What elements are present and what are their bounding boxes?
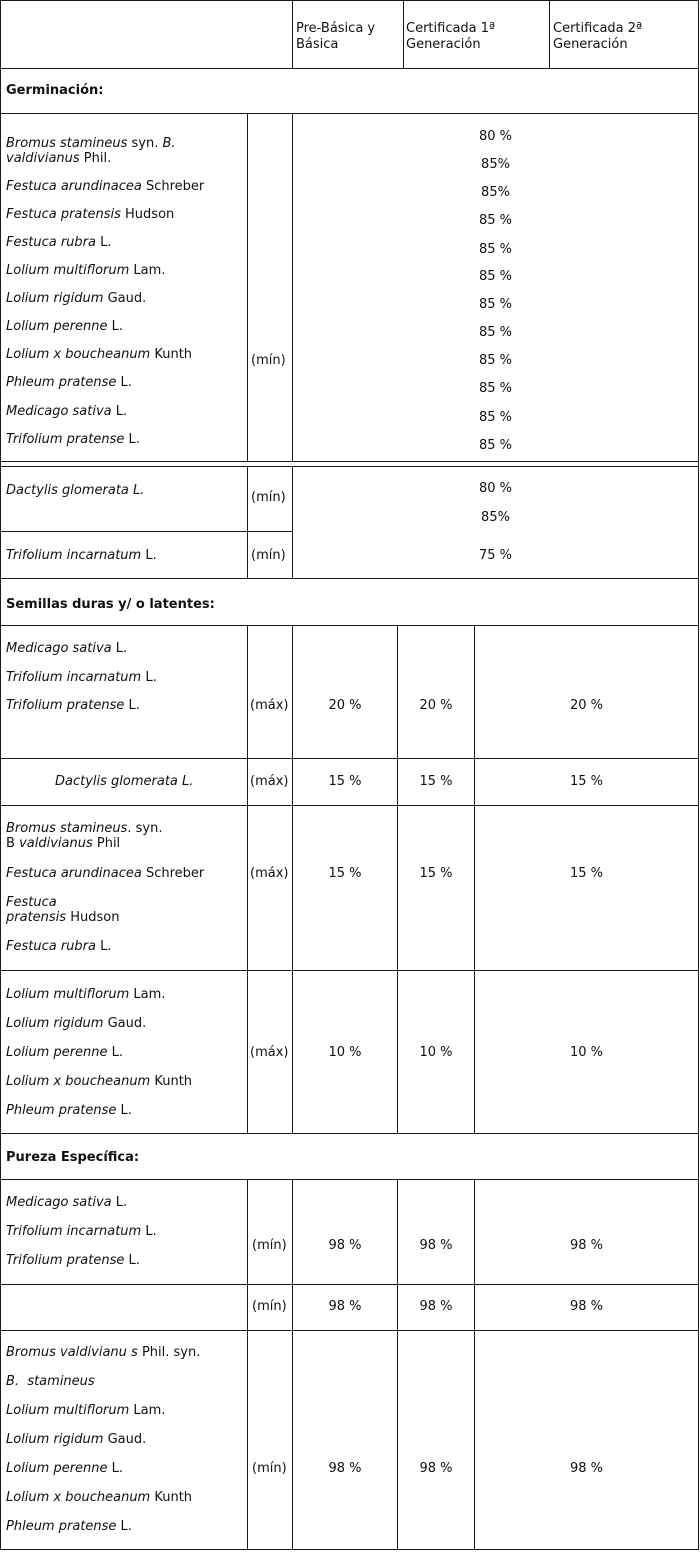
qualifier-min: (mín) xyxy=(252,1299,287,1314)
rule xyxy=(0,625,699,626)
species-lolium-rigidum xyxy=(6,1016,146,1032)
species-name: Lolium multiflorum xyxy=(6,1403,130,1418)
rule xyxy=(0,1133,699,1134)
species-detail: L. xyxy=(116,375,132,390)
qualifier-min: (mín) xyxy=(251,353,286,368)
species-name: Lolium multiflorum xyxy=(6,987,130,1002)
value-certificada-1: 98 % xyxy=(419,1461,453,1476)
species-detail: Gaud. xyxy=(103,1016,147,1031)
qualifier-min: (mín) xyxy=(252,1461,287,1476)
species-detail: Kunth xyxy=(150,1490,193,1505)
rule xyxy=(0,68,699,69)
rule xyxy=(0,1179,699,1180)
species-name: Phleum pratense xyxy=(6,375,117,390)
rule xyxy=(247,466,248,579)
species-name: Dactylis glomerata L. xyxy=(6,483,145,498)
section-semillas-duras: Semillas duras y/ o latentes: xyxy=(6,597,215,612)
species-detail: Lam. xyxy=(129,987,166,1002)
rule xyxy=(0,113,699,114)
species-name: Festuca xyxy=(6,895,57,910)
value-certificada-2: 10 % xyxy=(569,1045,604,1060)
header-certificada-1: Certificada 1ª Generación xyxy=(406,21,496,52)
qualifier-min: (mín) xyxy=(251,490,286,505)
species-detail: L. xyxy=(107,1461,124,1476)
value-pre-basica: 20 % xyxy=(328,698,362,713)
rule xyxy=(0,578,699,579)
species-detail: Hudson xyxy=(66,910,120,925)
qualifier-min: (mín) xyxy=(252,1238,287,1253)
rule xyxy=(0,466,699,467)
rule xyxy=(0,1330,699,1331)
rule xyxy=(0,0,1,1550)
species-name: Trifolium incarnatum xyxy=(6,670,142,685)
species-detail: Lam. xyxy=(129,1403,166,1418)
species-name: Trifolium incarnatum xyxy=(6,548,142,563)
species-detail: Kunth xyxy=(150,1074,193,1089)
species-bromus-stamineus xyxy=(6,1374,95,1390)
species-name: Medicago sativa xyxy=(6,1195,112,1210)
rule xyxy=(397,1179,398,1550)
germination-value: 85% xyxy=(481,185,510,200)
species-name: Lolium rigidum xyxy=(6,1432,104,1447)
species-name: Lolium multiflorum xyxy=(6,263,130,278)
species-name: Phleum pratense xyxy=(6,1519,117,1534)
value-certificada-2: 98 % xyxy=(569,1461,604,1476)
species-name: B. stamineus xyxy=(6,1374,95,1389)
species-name: Lolium perenne xyxy=(6,319,108,334)
species-trifolium-pratense xyxy=(6,432,140,448)
value-pre-basica: 98 % xyxy=(328,1461,362,1476)
species-detail: L. xyxy=(111,641,128,656)
rule xyxy=(403,0,404,69)
species-detail: L. xyxy=(116,1103,132,1118)
species-name: valdivianus xyxy=(6,151,80,166)
species-detail: Phil. syn. xyxy=(137,1345,201,1360)
species-detail: L. xyxy=(107,319,124,334)
rule xyxy=(0,758,699,759)
value-certificada-2: 98 % xyxy=(569,1299,604,1314)
rule xyxy=(0,970,699,971)
species-lolium-perenne xyxy=(6,1045,123,1061)
species-trifolium-incarnatum xyxy=(6,548,157,564)
species-festuca-pratensis xyxy=(6,207,174,223)
value-pre-basica: 15 % xyxy=(328,774,362,789)
germination-value: 85 % xyxy=(478,353,513,368)
value-certificada-2: 15 % xyxy=(569,774,604,789)
species-name: Festuca rubra xyxy=(6,235,96,250)
species-bromus-stamineus-line2 xyxy=(6,151,111,167)
species-detail: L. xyxy=(141,670,157,685)
germination-value: 85 % xyxy=(478,381,513,396)
species-detail: B xyxy=(6,836,20,851)
species-trifolium-incarnatum xyxy=(6,1224,157,1240)
value-certificada-1: 20 % xyxy=(419,698,453,713)
species-detail: Phil xyxy=(92,836,121,851)
species-lolium-rigidum xyxy=(6,291,146,307)
species-name: pratensis xyxy=(6,910,67,925)
rule xyxy=(292,0,293,69)
germination-value: 85% xyxy=(481,510,510,525)
species-detail: L. xyxy=(141,548,157,563)
value-certificada-2: 98 % xyxy=(569,1238,604,1253)
species-dactylis-glomerata xyxy=(55,774,193,790)
species-detail: L. xyxy=(95,235,112,250)
species-trifolium-pratense xyxy=(6,698,140,714)
species-festuca-rubra xyxy=(6,235,112,251)
species-trifolium-pratense xyxy=(6,1253,140,1269)
species-detail: L. xyxy=(107,1045,124,1060)
germination-value: 85 % xyxy=(478,297,513,312)
value-pre-basica: 98 % xyxy=(328,1299,362,1314)
species-detail: . syn. xyxy=(127,821,163,836)
species-festuca-arundinacea xyxy=(6,866,204,882)
species-detail: L. xyxy=(124,432,140,447)
species-detail: L. xyxy=(111,1195,128,1210)
rule xyxy=(549,0,550,69)
species-bromus-valdivianus xyxy=(6,1345,200,1361)
germination-value: 85 % xyxy=(478,325,513,340)
species-name: Lolium perenne xyxy=(6,1045,108,1060)
species-lolium-rigidum xyxy=(6,1432,146,1448)
value-pre-basica: 98 % xyxy=(328,1238,362,1253)
species-trifolium-incarnatum xyxy=(6,670,157,686)
value-certificada-2: 20 % xyxy=(569,698,604,713)
species-name: Phleum pratense xyxy=(6,1103,117,1118)
species-detail: Schreber xyxy=(141,866,205,881)
header-pre-basica: Pre-Básica y Básica xyxy=(296,21,376,52)
qualifier-max: (máx) xyxy=(250,1045,289,1060)
value-pre-basica: 15 % xyxy=(328,866,362,881)
species-medicago-sativa xyxy=(6,404,127,420)
species-detail: Kunth xyxy=(150,347,193,362)
species-name: Festuca rubra xyxy=(6,939,96,954)
species-lolium-boucheanum xyxy=(6,1490,192,1506)
species-name: Lolium x boucheanum xyxy=(6,347,151,362)
rule xyxy=(0,805,699,806)
species-detail: L. xyxy=(124,698,140,713)
species-name: Lolium perenne xyxy=(6,1461,108,1476)
species-name: Bromus stamineus xyxy=(6,821,128,836)
species-name: Lolium rigidum xyxy=(6,291,104,306)
germination-value: 85 % xyxy=(478,213,513,228)
rule xyxy=(247,1179,248,1550)
species-name: Medicago sativa xyxy=(6,404,112,419)
species-detail: L. xyxy=(124,1253,140,1268)
species-name: Trifolium pratense xyxy=(6,432,125,447)
species-name: Trifolium pratense xyxy=(6,698,125,713)
species-phleum-pratense xyxy=(6,375,132,391)
species-name: Festuca arundinacea xyxy=(6,179,142,194)
species-medicago-sativa xyxy=(6,1195,127,1211)
species-name: B. xyxy=(162,136,176,151)
section-germinacion: Germinación: xyxy=(6,83,104,98)
species-lolium-boucheanum xyxy=(6,1074,192,1090)
species-name: Festuca pratensis xyxy=(6,207,121,222)
section-pureza-especifica: Pureza Específica: xyxy=(6,1150,140,1165)
species-name: valdivianus xyxy=(19,836,93,851)
germination-value: 80 % xyxy=(478,481,513,496)
rule xyxy=(0,1284,699,1285)
value-pre-basica: 10 % xyxy=(328,1045,362,1060)
header-certificada-2: Certificada 2ª Generación xyxy=(553,21,643,52)
qualifier-max: (máx) xyxy=(250,774,289,789)
rule xyxy=(0,1549,699,1550)
species-dactylis-glomerata xyxy=(6,483,144,499)
species-detail: Lam. xyxy=(129,263,166,278)
value-certificada-1: 15 % xyxy=(419,866,453,881)
qualifier-max: (máx) xyxy=(250,866,289,881)
species-detail: L. xyxy=(95,939,112,954)
rule xyxy=(698,0,699,1550)
species-name: Festuca arundinacea xyxy=(6,866,142,881)
qualifier-max: (máx) xyxy=(250,698,289,713)
species-festuca-pratensis xyxy=(6,895,57,911)
rule xyxy=(292,1179,293,1550)
species-bromus-stamineus xyxy=(6,821,163,837)
species-festuca-arundinacea xyxy=(6,179,204,195)
rule xyxy=(474,1179,475,1550)
species-detail: Phil. xyxy=(79,151,112,166)
species-detail: L. xyxy=(141,1224,157,1239)
germination-value: 85 % xyxy=(478,438,513,453)
germination-value: 85 % xyxy=(478,410,513,425)
value-certificada-1: 10 % xyxy=(419,1045,453,1060)
germination-value: 85% xyxy=(481,157,510,172)
germination-value: 85 % xyxy=(478,269,513,284)
germination-value: 85 % xyxy=(478,242,513,257)
species-lolium-perenne xyxy=(6,1461,123,1477)
species-detail: L. xyxy=(116,1519,132,1534)
value-certificada-2: 15 % xyxy=(569,866,604,881)
species-detail: Gaud. xyxy=(103,291,147,306)
species-festuca-pratensis-line2 xyxy=(6,910,119,926)
value-certificada-1: 98 % xyxy=(419,1299,453,1314)
species-lolium-multiflorum xyxy=(6,987,165,1003)
species-detail: syn. xyxy=(127,136,163,151)
germination-value: 80 % xyxy=(478,129,513,144)
species-detail: L. xyxy=(111,404,128,419)
species-detail: Hudson xyxy=(120,207,175,222)
species-name: Lolium x boucheanum xyxy=(6,1074,151,1089)
species-lolium-perenne xyxy=(6,319,123,335)
species-lolium-boucheanum xyxy=(6,347,192,363)
species-detail: Gaud. xyxy=(103,1432,147,1447)
species-name: Medicago sativa xyxy=(6,641,112,656)
species-lolium-multiflorum xyxy=(6,263,165,279)
species-lolium-multiflorum xyxy=(6,1403,165,1419)
species-name: Trifolium incarnatum xyxy=(6,1224,142,1239)
species-detail: Schreber xyxy=(141,179,205,194)
value-certificada-1: 98 % xyxy=(419,1238,453,1253)
species-name: Dactylis glomerata L. xyxy=(55,774,194,789)
species-name: Bromus stamineus xyxy=(6,136,128,151)
rule xyxy=(0,0,699,1)
rule xyxy=(0,461,699,462)
species-bromus-stamineus-line2 xyxy=(6,836,120,852)
species-bromus-stamineus xyxy=(6,136,176,152)
qualifier-min: (mín) xyxy=(251,548,286,563)
species-name: Lolium rigidum xyxy=(6,1016,104,1031)
species-name: Trifolium pratense xyxy=(6,1253,125,1268)
rule xyxy=(247,625,248,1134)
value-certificada-1: 15 % xyxy=(419,774,453,789)
species-medicago-sativa xyxy=(6,641,127,657)
species-name: Lolium x boucheanum xyxy=(6,1490,151,1505)
species-festuca-rubra xyxy=(6,939,112,955)
rule xyxy=(247,113,248,462)
species-name: Bromus valdivianu s xyxy=(6,1345,138,1360)
germination-value: 75 % xyxy=(478,548,513,563)
species-phleum-pratense xyxy=(6,1519,132,1535)
species-phleum-pratense xyxy=(6,1103,132,1119)
